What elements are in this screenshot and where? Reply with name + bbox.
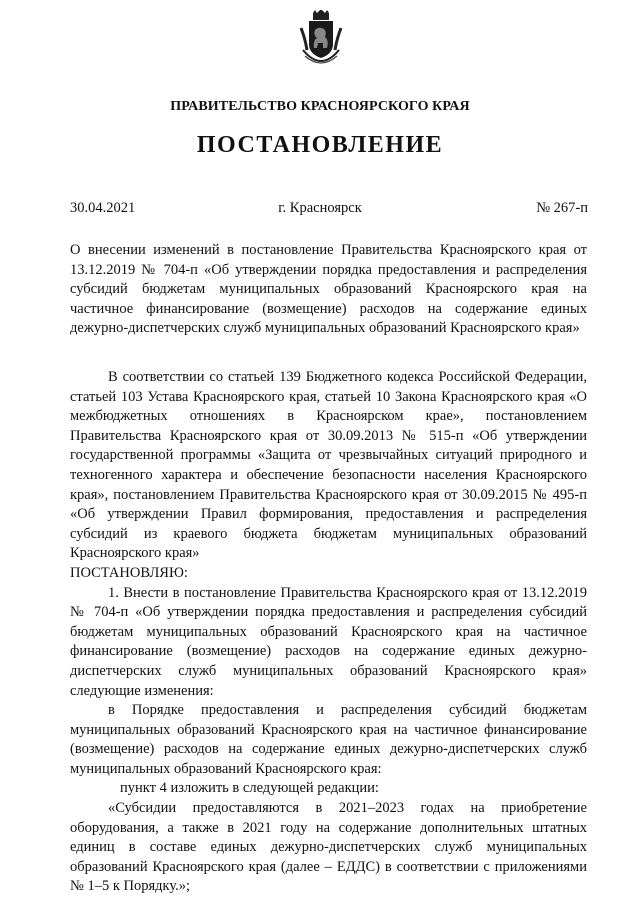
- document-title-block: [70, 241, 587, 339]
- coat-of-arms-emblem: [299, 10, 343, 68]
- organization-name: ПРАВИТЕЛЬСТВО КРАСНОЯРСКОГО КРАЯ: [170, 99, 470, 114]
- order-intro-paragraph: в Порядке предоставления и распределения субсидий бюджетам муниципальных образований Красноярского края на частичное финансирование (возмещение) расходов на содержание единых дежурно-диспетчерских служб муниципальных образований Красноярского края:: [70, 702, 587, 777]
- document-body: [70, 368, 587, 897]
- point-4-paragraph: пункт 4 изложить в следующей редакции:: [120, 780, 379, 797]
- preamble-paragraph: В соответствии со статьей 139 Бюджетного кодекса Российской Федерации, статьей 103 Устава Красноярского края, статьей 10 Закона Красноярского края «О межбюджетных отношениях в Красноярском крае», постановлением Правительства Красноярского края от 30.09.2013 № 515-п «Об утверждении государственной программы «Защита от чрезвычайных ситуаций природного и техногенного характера и обеспечение безопасности населения Красноярского края», постановлением Правительства Красноярского края от 30.09.2015 № 495-п «Об утверждении Правил формирования, предоставления и распределения субсидий из краевого бюджета бюджетам муниципальных образований Красноярского края»: [70, 369, 587, 562]
- quote-paragraph: «Субсидии предоставляются в 2021–2023 годах на приобретение оборудования, а также в 2021 году на содержание дополнительных штатных единиц в составе единых дежурно-диспетчерских служб муниципальных образований Красноярского края (далее – ЕДДС) в соответствии с приложениями № 1–5 к Порядку.»;: [70, 800, 587, 895]
- decree-word: ПОСТАНОВЛЯЮ:: [70, 564, 188, 581]
- document-title: О внесении изменений в постановление Правительства Красноярского края от 13.12.2019 № 704-п «Об утверждении порядка предоставления и распределения субсидий бюджетам муниципальных образований Красноярского края на частичное финансирование (возмещение) расходов на содержание единых дежурно-диспетчерских служб муниципальных образований Красноярского края»: [70, 242, 587, 337]
- document-city: г. Красноярск: [278, 200, 362, 216]
- item-1-paragraph: 1. Внести в постановление Правительства Красноярского края от 13.12.2019 № 704-п «Об утверждении порядка предоставления и распределения субсидий бюджетам муниципальных образований Красноярского края на частичное финансирование (возмещение) расходов на содержание единых дежурно-диспетчерских служб муниципальных образований Красноярского края» следующие изменения:: [70, 584, 587, 699]
- document-number: № 267-п: [536, 200, 588, 216]
- document-type: ПОСТАНОВЛЕНИЕ: [196, 132, 444, 158]
- document-date: 30.04.2021: [70, 200, 136, 216]
